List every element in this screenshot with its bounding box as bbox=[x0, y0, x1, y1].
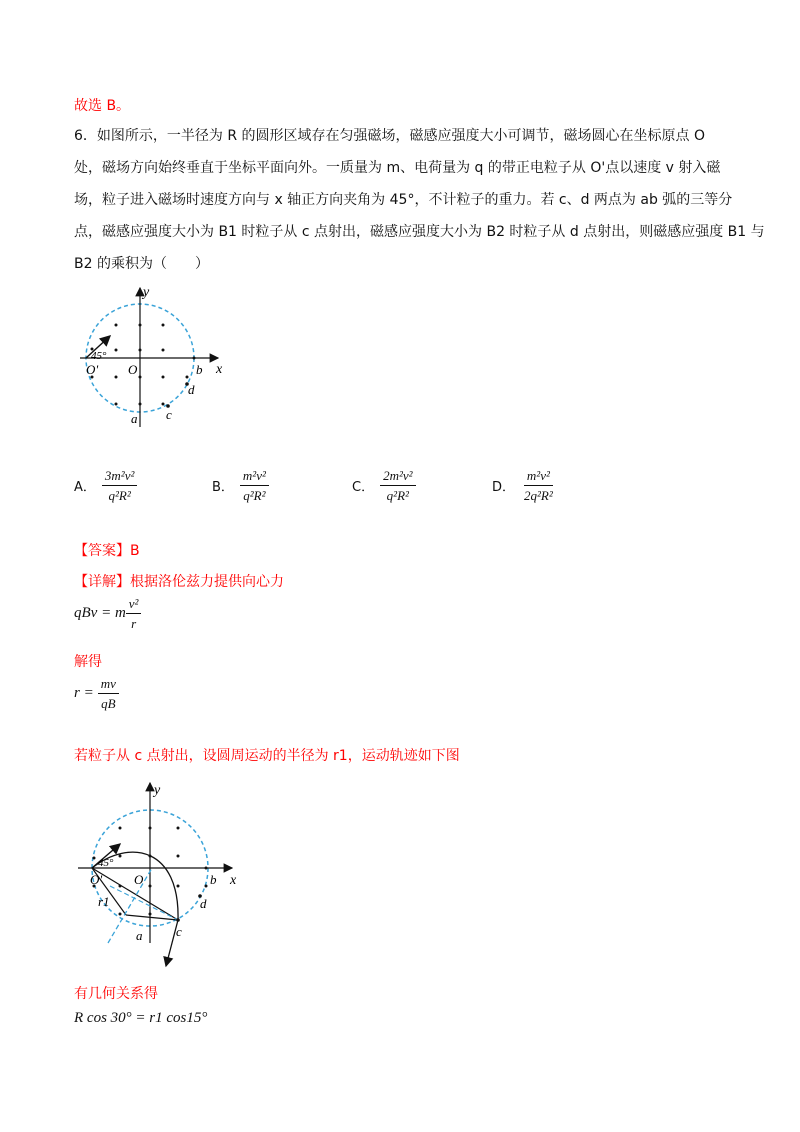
field-dots bbox=[91, 324, 196, 408]
fig2-r1-label: r1 bbox=[98, 894, 110, 909]
option-c[interactable]: C． $\frac{\text{2m²v²}}{\text{q²R²}}$ bbox=[352, 468, 416, 503]
conclusion-text: 故选 B。 bbox=[74, 98, 131, 114]
fig1-oprime-label: O' bbox=[86, 362, 99, 377]
fig2-b-label: b bbox=[210, 872, 217, 887]
equation-radius: r = $\frac{mv}{qB}$ bbox=[74, 676, 119, 711]
question-line-4: 点，磁感应强度大小为 B1 时粒子从 c 点射出，磁感应强度大小为 B2 时粒子从 d 点射出，则磁感应强度 B1 与 bbox=[74, 224, 765, 240]
option-a-fraction: $\frac{\text{3m²v²}}{\text{q²R²}}$ bbox=[102, 468, 137, 503]
question-line-3: 场，粒子进入磁场时速度方向与 x 轴正方向夹角为 45°，不计粒子的重力。若 c、d 两点为 ab 弧的三等分 bbox=[74, 192, 733, 208]
option-d-fraction: $\frac{\text{m²v²}}{\text{2q²R²}}$ bbox=[524, 468, 553, 503]
fig2-d-label: d bbox=[200, 896, 207, 911]
fig2-oprime-label: O' bbox=[90, 872, 103, 887]
fig1-y-label: y bbox=[143, 285, 150, 300]
fig2-a-label: a bbox=[136, 928, 143, 943]
fig1-c-label: c bbox=[166, 407, 172, 422]
fig2-angle-label: 45° bbox=[98, 857, 114, 869]
option-a[interactable]: A． $\frac{\text{3m²v²}}{\text{q²R²}}$ bbox=[74, 468, 137, 503]
fig1-b-label: b bbox=[196, 362, 203, 377]
trajectory-figure bbox=[70, 778, 250, 978]
equation-lorentz: qBv = m $\frac{\text{v²}}{r}$ bbox=[74, 596, 141, 631]
case-c-text: 若粒子从 c 点射出，设圆周运动的半径为 r1，运动轨迹如下图 bbox=[74, 748, 460, 764]
option-b[interactable]: B． $\frac{\text{m²v²}}{\text{q²R²}}$ bbox=[212, 468, 269, 503]
geometry-label: 有几何关系得 bbox=[74, 986, 158, 1002]
question-number: 6． bbox=[74, 128, 97, 144]
option-d[interactable]: D． $\frac{\text{m²v²}}{\text{2q²R²}}$ bbox=[492, 468, 556, 503]
option-c-fraction: $\frac{\text{2m²v²}}{\text{q²R²}}$ bbox=[380, 468, 415, 503]
question-line-2: 处，磁场方向始终垂直于坐标平面向外。一质量为 m、电荷量为 q 的带正电粒子从 O'点以速度 v 射入磁 bbox=[74, 160, 721, 176]
fig1-x-label: x bbox=[216, 362, 223, 377]
question-line-1: 6．如图所示，一半径为 R 的圆形区域存在匀强磁场，磁感应强度大小可调节，磁场圆心在坐标原点 O bbox=[74, 128, 706, 144]
fig1-a-label: a bbox=[131, 411, 138, 426]
explain-label: 【详解】根据洛伦兹力提供向心力 bbox=[74, 574, 284, 590]
solve-label: 解得 bbox=[74, 654, 102, 670]
answer-label: 【答案】B bbox=[74, 543, 140, 559]
fig1-angle-label: 45° bbox=[91, 350, 107, 362]
fig1-origin-label: O bbox=[128, 362, 138, 377]
question-line-5: B2 的乘积为（ ） bbox=[74, 256, 209, 272]
option-b-fraction: $\frac{\text{m²v²}}{\text{q²R²}}$ bbox=[240, 468, 269, 503]
geometry-equation: R cos 30° = r1 cos15° bbox=[74, 1010, 208, 1026]
fig1-d-label: d bbox=[188, 382, 195, 397]
fig2-x-label: x bbox=[230, 873, 237, 888]
magnetic-field-figure bbox=[70, 282, 240, 432]
fig2-c-label: c bbox=[176, 924, 182, 939]
dashed-bisector bbox=[108, 868, 152, 943]
fig2-y-label: y bbox=[154, 783, 161, 798]
fig2-origin-label: O bbox=[134, 872, 144, 887]
